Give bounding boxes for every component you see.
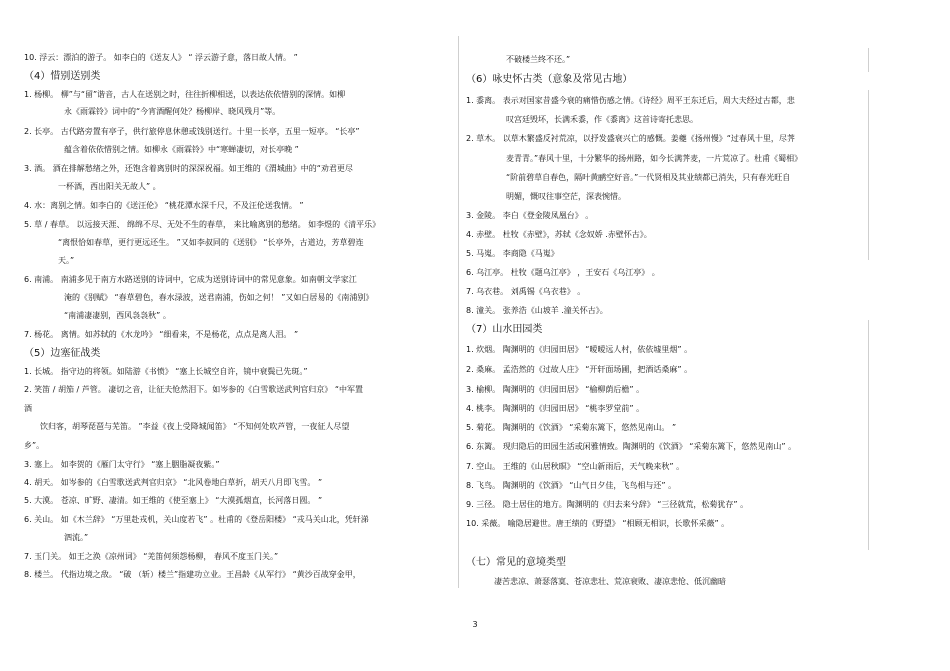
text-line: 3. 榆柳。 陶渊明的《归园田居》 “榆柳荫后檐” 。 xyxy=(466,385,645,394)
text-line: 不破楼兰终不还。” xyxy=(506,55,571,64)
text-line: 3. 塞上。 如李贺的《雁门太守行》 “塞上胭脂凝夜紫。” xyxy=(24,460,220,469)
text-line: 2. 笑笛 / 胡笳 / 芦管。 凄切之音，让征夫怆然泪下。如岑参的《白雪歌送武判官归京》 “中军置 xyxy=(24,385,363,394)
text-line: 9. 三径。 隐士居住的地方。陶渊明的《归去来兮辞》 “三径就荒，松菊犹存” 。 xyxy=(466,500,749,509)
text-line: 6. 乌江亭。 杜牧《题乌江亭》 ，王安石《乌江亭》 。 xyxy=(466,268,660,277)
text-line: 7. 玉门关。 如王之涣《凉州词》 “羌笛何须怨杨柳， 春风不度玉门关。” xyxy=(24,552,279,561)
section-heading: （七）常见的意境类型 xyxy=(466,557,566,568)
text-line: 5. 草 / 春草。 以远接天涯、 绵绵不尽、无处不生的春草， 来比喻离别的愁绪。 如李煜的《清平乐》 xyxy=(24,220,381,229)
text-line: 蕴含着依依惜别之情。如柳永《雨霖铃》中“寒蝉凄切，对长亭晚 ” xyxy=(64,145,299,154)
text-line: 4. 桃李。 陶渊明的《归园田居》 “桃李罗堂前” 。 xyxy=(466,404,645,413)
text-line: 7. 杨花。 离情。如苏轼的《水龙吟》 “细看来，不是杨花，点点是离人泪。 ” xyxy=(24,330,299,339)
right-border-segment xyxy=(868,48,869,72)
text-line: 5. 马嵬。 李商隐《马嵬》 xyxy=(466,249,559,258)
text-line: “阶前碧草自春色，隔叶黄鹂空好音。”一代贤相及其业绩都已消失，只有春光旺自 xyxy=(506,173,791,182)
text-line: 一杯酒，西出阳关无故人” 。 xyxy=(58,182,161,191)
section-heading: （6）咏史怀古类（意象及常见古地） xyxy=(466,74,633,85)
text-line: 5. 菊花。 陶渊明的《饮酒》 “采菊东篱下，悠然见南山。 ” xyxy=(466,423,677,432)
text-line: 7. 乌衣巷。 刘禹锡《乌衣巷》 。 xyxy=(466,287,586,296)
text-line: 1. 黍离。 表示对国家昔盛今衰的痛惜伤感之情。《诗经》周平王东迁后，周大夫经过古都，悲 xyxy=(466,96,795,105)
text-line: 淹的《别赋》 “春草碧色，春水渌波，送君南浦，伤如之何！ ”又如白居易的《南浦别》 xyxy=(64,293,374,302)
text-line: 8. 飞鸟。 陶渊明的《饮酒》 “山气日夕佳，飞鸟相与还” 。 xyxy=(466,481,677,490)
section-heading: （4）惜别送别类 xyxy=(24,71,101,82)
text-line: 饮归客，胡琴琵琶与芜笛。 ”李益《夜上受降城闻笛》 “不知何处吹芦管，一夜征人尽望 xyxy=(40,422,350,431)
text-line: 8. 楼兰。 代指边境之敌。 “破 （斩）楼兰”指建功立业。王昌龄《从军行》 “黄沙百战穿金甲， xyxy=(24,570,361,579)
text-line: 6. 南浦。 南浦多见于南方水路送别的诗词中，它成为送别诗词中的常见意象。如南朝文学家江 xyxy=(24,275,357,284)
column-divider xyxy=(458,36,459,588)
text-line: 10. 浮云：漂泊的游子。 如李白的《送友人》 “ 浮云游子意，落日故人情。 ” xyxy=(24,53,298,62)
text-line: 6. 东篱。 现归隐后的田园生活或闲雅情致。陶渊明的《饮酒》 “采菊东篱下，悠然见南山” 。 xyxy=(466,442,797,451)
text-line: 麦青青。”春风十里，十分繁华的扬州路，如今长满荠麦，一片荒凉了。杜甫《蜀相》 xyxy=(506,154,803,163)
text-line: 2. 草木。 以草木繁盛反衬荒凉，以抒发盛衰兴亡的感慨。姜夔《扬州慢》“过春风十里，尽荠 xyxy=(466,134,795,143)
text-line: 6. 关山。 如《木兰辞》 “万里赴戎机，关山度若飞” 。杜甫的《登岳阳楼》 “戎马关山北，凭轩涕 xyxy=(24,515,369,524)
text-line: “离恨恰如春草，更行更远还生。 ”又如李叔同的《送别》 “长亭外，古道边，芳草碧连 xyxy=(58,238,364,247)
text-line: 天。” xyxy=(58,256,75,265)
text-line: 8. 潼关。 张养浩《山坡羊 .潼关怀古》。 xyxy=(466,306,608,315)
text-line: 3. 酒。 酒在排解愁绪之外，还饱含着离别时的深深祝福。如王维的《渭城曲》中的“劝君更尽 xyxy=(24,164,353,173)
text-line: 7. 空山。 王维的《山居秋暝》 “空山新雨后，天气晚来秋” 。 xyxy=(466,462,685,471)
right-border-segment xyxy=(868,320,869,550)
page-number: 3 xyxy=(472,620,478,629)
text-line: 明媚，慨叹往事空茫，深表惋惜。 xyxy=(506,192,626,201)
text-line: 1. 长城。 指守边的将领。如陆游《书愤》 “塞上长城空自许，镜中衰鬓已先斑。” xyxy=(24,367,308,376)
text-line: 4. 赤壁。 杜牧《赤壁》，苏轼《念奴娇 .赤壁怀古》。 xyxy=(466,230,652,239)
text-line: 3. 金陵。 李白《登金陵凤凰台》 。 xyxy=(466,211,594,220)
text-line: 酒 xyxy=(24,404,32,413)
text-line: 1. 炊烟。 陶渊明的《归园田居》 “暧暧远人村，依依墟里烟” 。 xyxy=(466,345,693,354)
text-line: 凄苦悲凉、萧瑟落寞、苍凉悲壮、荒凉衰败、凄凉悲怆、低沉幽暗 xyxy=(494,577,726,586)
section-heading: （5）边塞征战类 xyxy=(24,348,101,359)
text-line: 4. 水：离别之情。如李白的《送汪伦》 “桃花潭水深千尺，不及汪伦送我情。 ” xyxy=(24,201,304,210)
text-line: 2. 长亭。 古代路旁置有亭子，供行旅停息休憩或饯别送行。十里一长亭，五里一短亭。 “长亭” xyxy=(24,127,360,136)
section-heading: （7）山水田园类 xyxy=(466,324,543,335)
right-border-segment xyxy=(868,90,869,260)
text-line: 2. 桑麻。 孟浩然的《过故人庄》 “开轩面场圃，把酒话桑麻” 。 xyxy=(466,365,693,374)
text-line: “南浦凄凄别，西风袅袅秋” 。 xyxy=(64,311,171,320)
text-line: 叹宫廷毁坏，长满禾黍，作《黍离》这首诗寄托悲思。 xyxy=(506,115,698,124)
text-line: 泗流。” xyxy=(64,533,89,542)
text-line: 4. 胡天。 如岑参的《白雪歌送武判官归京》 “北风卷地白草折，胡天八月即飞雪。 ” xyxy=(24,478,323,487)
text-line: 5. 大漠。 苍凉、旷野、凄清。如王维的《使至塞上》 “大漠孤烟直，长河落日圆。 ” xyxy=(24,496,323,505)
text-line: 10. 采薇。 喻隐居避世。唐王绩的《野望》 “相顾无相识，长歌怀采薇” 。 xyxy=(466,519,730,528)
text-line: 永《雨霖铃》词中的“今宵酒醒何处？杨柳岸、晓风残月”等。 xyxy=(64,107,281,116)
text-line: 1. 杨柳。 柳”与“留”谐音，古人在送别之时，往往折柳相送，以表达依依惜别的深情。如柳 xyxy=(24,90,346,99)
text-line: 乡”。 xyxy=(24,441,45,450)
